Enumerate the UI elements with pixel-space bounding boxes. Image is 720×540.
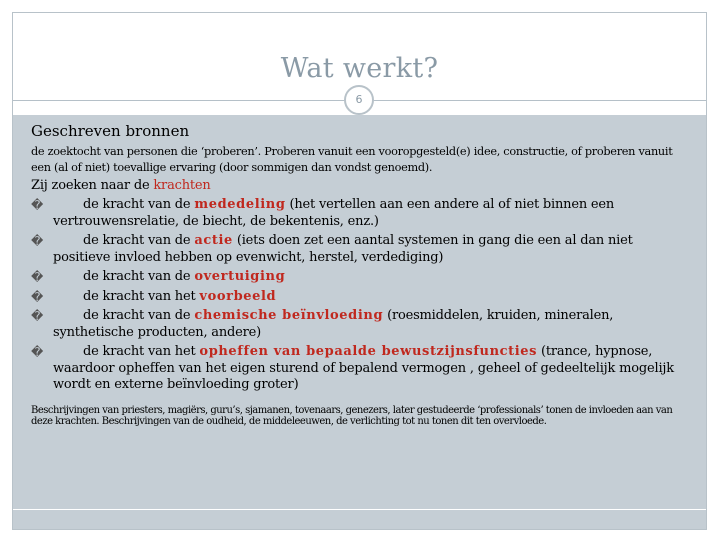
square-bullet-icon: �: [31, 270, 44, 284]
list-item: [31, 197, 691, 230]
section-heading: Geschreven bronnen: [31, 122, 190, 140]
list-item: [31, 233, 691, 266]
item-prefix: de kracht van het: [83, 344, 200, 359]
item-highlight: actie: [194, 233, 233, 248]
item-suffix: (trance, hypnose, waardoor opheffen van het eigen sturend of bepalend vermogen , geheel of gedeeltelijk mogelijk wordt en externe beïnvloeding groter): [53, 344, 674, 392]
footnote-text: Beschrijvingen van priesters, magiërs, guru’s, sjamanen, tovenaars, genezers, later gestudeerde ‘professionals’ tonen de invloeden aan van deze krachten. Beschrijvingen van de oudheid, de middeleeuwen, de verlichting tot nu tonen dit ten overvloede.: [31, 405, 673, 427]
lead-text: Zij zoeken naar de: [31, 178, 154, 193]
item-suffix: (roesmiddelen, kruiden, mineralen, synthetische producten, andere): [53, 308, 614, 340]
square-bullet-icon: �: [31, 289, 44, 304]
item-highlight: chemische beïnvloeding: [194, 308, 384, 323]
item-prefix: de kracht van de: [83, 308, 195, 323]
item-prefix: de kracht van het: [83, 288, 200, 304]
item-prefix: de kracht van de: [83, 233, 195, 248]
square-bullet-icon: �: [31, 309, 44, 323]
item-highlight: mededeling: [194, 197, 286, 212]
square-bullet-icon: �: [31, 234, 44, 248]
lead-line: [31, 178, 211, 193]
item-highlight: voorbeeld: [199, 288, 277, 304]
lead-highlight: krachten: [153, 178, 211, 193]
list-item: [31, 308, 691, 341]
slide-title: Wat werkt?: [280, 53, 439, 84]
forces-list: [31, 197, 691, 397]
slide-number-badge: 6: [344, 85, 374, 115]
item-suffix: (het vertellen aan een andere al of niet binnen een vertrouwensrelatie, de biecht, de bekentenis, enz.): [53, 197, 615, 229]
item-prefix: de kracht van de: [83, 269, 195, 284]
item-prefix: de kracht van de: [83, 197, 195, 212]
square-bullet-icon: �: [31, 198, 44, 212]
square-bullet-icon: �: [31, 345, 44, 359]
list-item: [31, 289, 691, 306]
list-item: [31, 344, 691, 394]
item-suffix: (iets doen zet een aantal systemen in gang die een al dan niet positieve invloed hebben op evenwicht, herstel, verdediging): [53, 233, 633, 265]
intro-text: de zoektocht van personen die ‘proberen’. Proberen vanuit een vooropgesteld(e) idee, constructie, of proberen vanuit een (al of niet) toevallige ervaring (door sommigen dan vondst genoemd).: [31, 145, 673, 174]
item-highlight: opheffen van bepaalde bewustzijnsfuncties: [199, 344, 538, 359]
list-item: [31, 269, 691, 286]
item-highlight: overtuiging: [194, 269, 286, 284]
